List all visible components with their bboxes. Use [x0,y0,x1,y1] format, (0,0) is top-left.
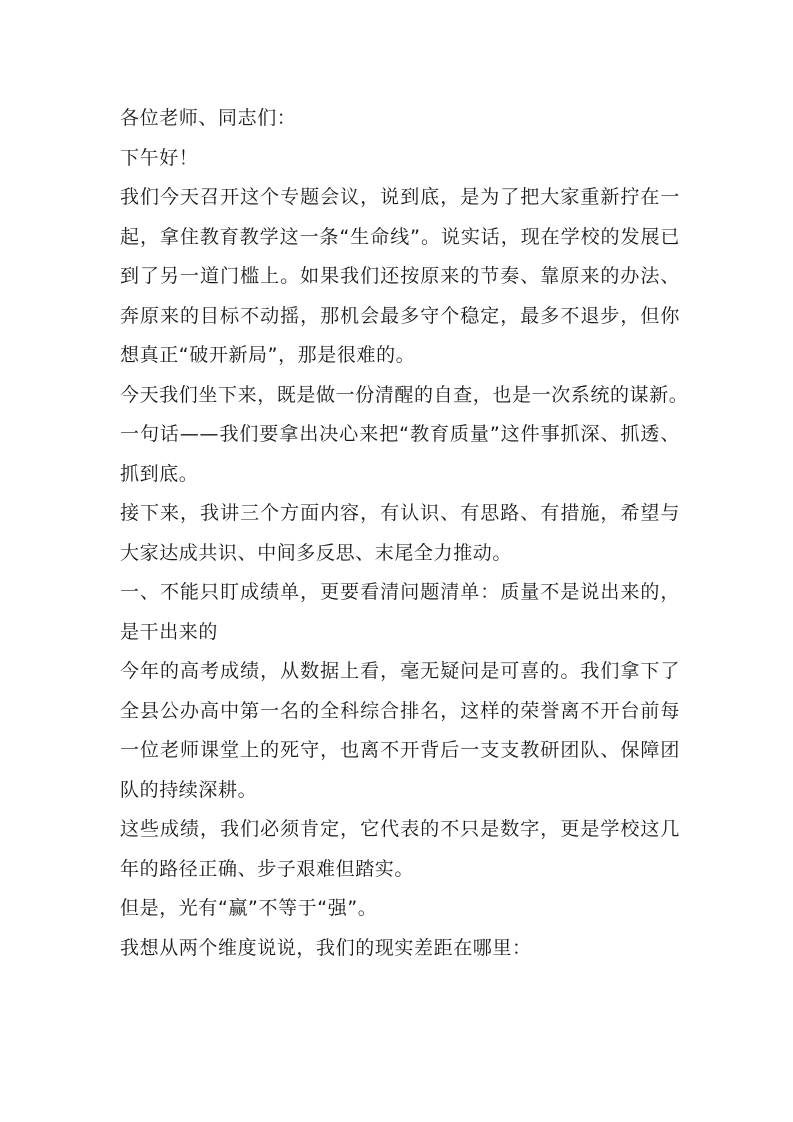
paragraph [120,929,680,969]
text-line: 年的路径正确、步子艰难但踏实。 [120,857,415,880]
text-line: 各位老师、同志们： [120,107,297,129]
text-line: 奔原来的目标不动摇，那机会最多守个稳定，最多不退步，但你 [120,304,680,327]
text-line: 是干出来的 [120,620,219,643]
text-line: 但是，光有“赢”不等于“强”。 [120,897,378,919]
paragraph [120,810,680,889]
text-line: 我想从两个维度说说，我们的现实差距在哪里： [120,936,532,959]
paragraph [120,99,680,139]
text-line: 一位老师课堂上的死守，也离不开背后一支支教研团队、保障团 [120,739,680,761]
text-line: 下午好！ [120,146,199,169]
text-line: 到了另一道门槛上。如果我们还按原来的节奏、靠原来的办法、 [120,265,680,287]
text-line: 今天我们坐下来，既是做一份清醒的自查，也是一次系统的谋新。 [120,383,689,406]
paragraph [120,573,680,652]
text-line: 一、不能只盯成绩单，更要看清问题清单：质量不是说出来的， [120,581,680,603]
text-line: 我们今天召开这个专题会议，说到底，是为了把大家重新拧在一 [120,186,680,208]
paragraph [120,376,689,495]
paragraph [120,139,680,179]
text-line: 这些成绩，我们必须肯定，它代表的不只是数字，更是学校这几 [120,818,680,840]
text-line: 抓到底。 [120,462,199,485]
text-line: 全县公办高中第一名的全科综合排名，这样的荣誉离不开台前每 [120,699,680,722]
text-line: 队的持续深耕。 [120,778,258,801]
text-line: 想真正“破开新局”，那是很难的。 [120,344,416,366]
text-line: 今年的高考成绩，从数据上看，毫无疑问是可喜的。我们拿下了 [120,660,680,682]
text-line: 接下来，我讲三个方面内容，有认识、有思路、有措施，希望与 [120,502,680,524]
text-line: 一句话——我们要拿出决心来把“教育质量”这件事抓深、抓透、 [120,423,680,445]
paragraph [120,178,680,376]
paragraph [120,652,680,810]
document-body [120,99,689,968]
paragraph [120,494,680,573]
text-line: 起，拿住教育教学这一条“生命线”。说实话，现在学校的发展已 [120,225,680,248]
paragraph [120,889,680,929]
text-line: 大家达成共识、中间多反思、末尾全力推动。 [120,541,513,564]
